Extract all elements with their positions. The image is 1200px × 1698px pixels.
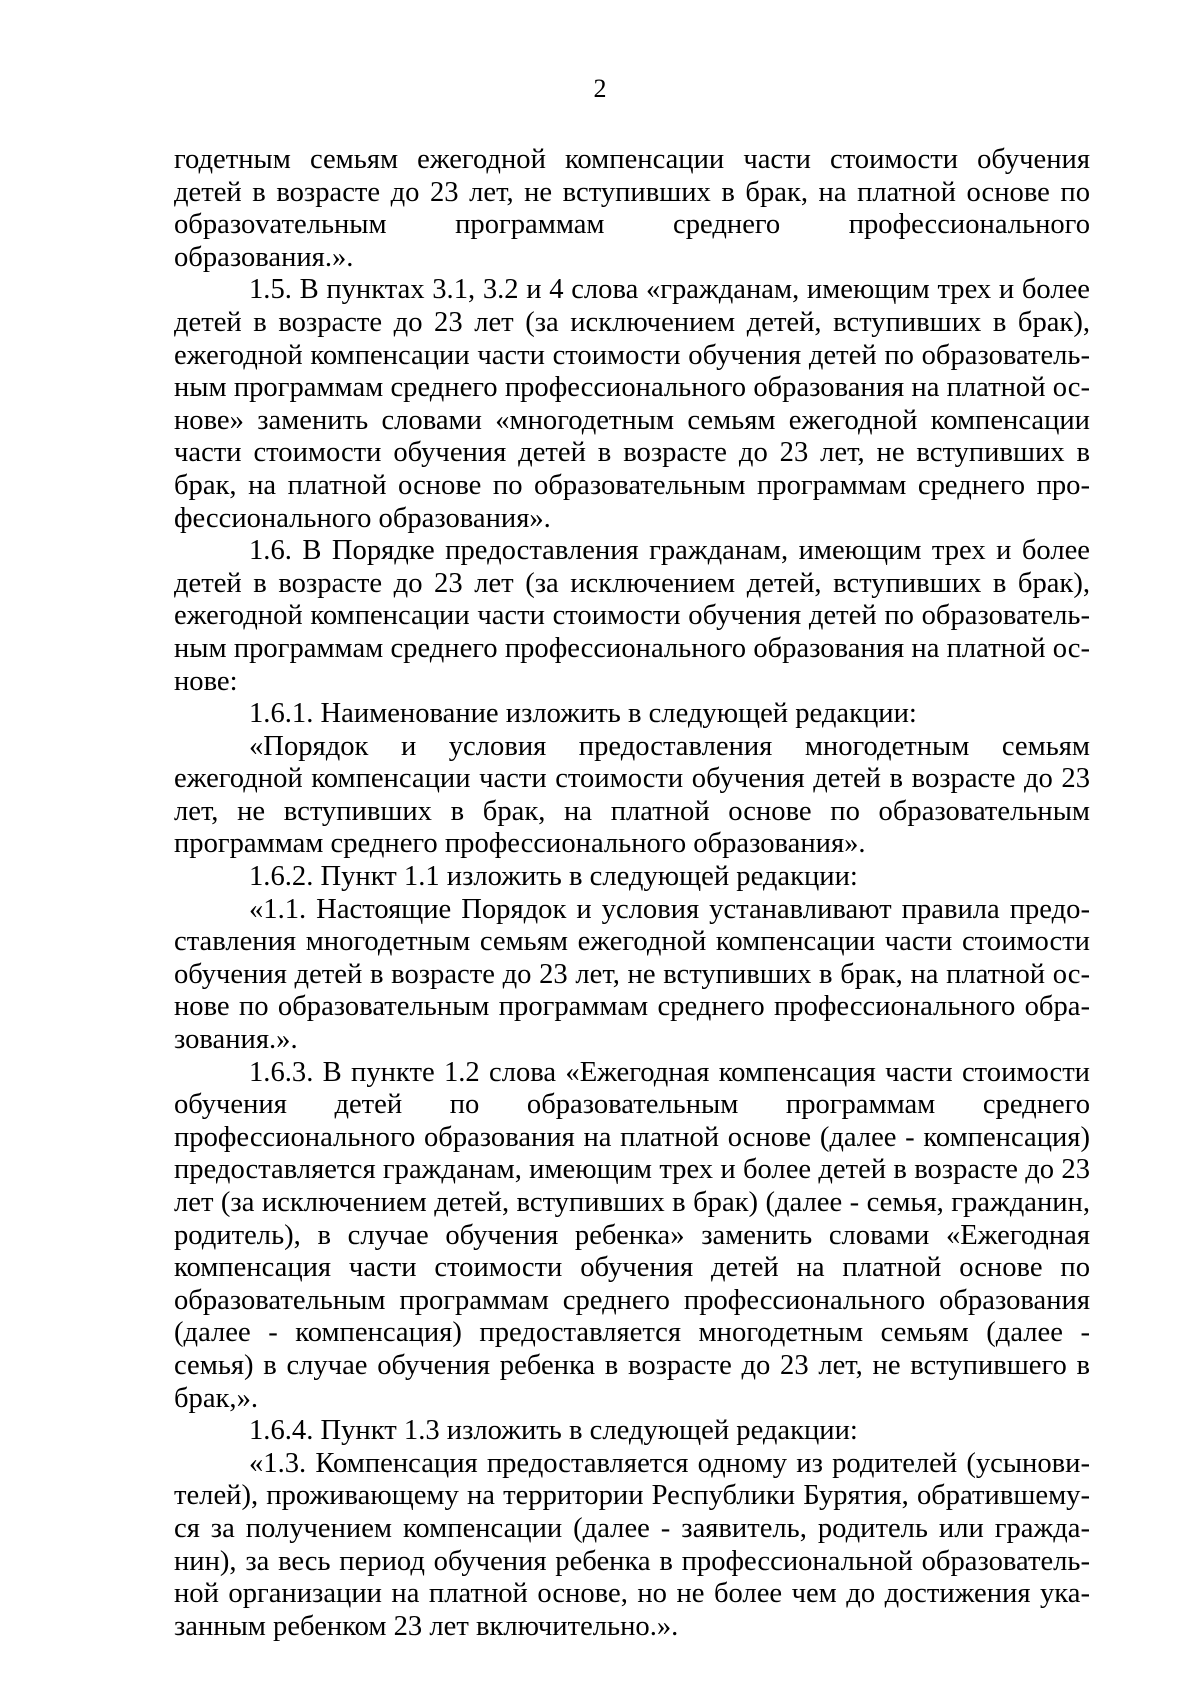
paragraph-1-6: 1.6. В Порядке предоставления гражданам, имеющим трех и более детей в возрасте до 23 лет (за исключением детей, вступивших в брак), ежегодной компенсации части стоимости обучения детей по образовательным программам среднего профессионального образования на платной основе: <box>174 535 1090 697</box>
page-number: 2 <box>593 74 607 103</box>
paragraph-quote-1-1: «1.1. Настоящие Порядок и условия устанавливают правила предоставления многодетным семьям ежегодной компенсации части стоимости обучения детей в возрасте до 23 лет, не вступивших в брак, на платной основе по образовательным программам среднего профессионального образования.». <box>174 893 1090 1056</box>
paragraph-1-6-1: 1.6.1. Наименование изложить в следующей редакции: <box>249 698 917 730</box>
paragraph-quote-title: «Порядок и условия предоставления многодетным семьям ежегодной компенсации части стоимости обучения детей в возрасте до 23 лет, не вступивших в брак, на платной основе по образовательным программам среднего профессионального образования». <box>174 730 1090 860</box>
paragraph-quote-1-3: «1.3. Компенсация предоставляется одному из родителей (усыновителей), проживающему на территории Республики Бурятия, обратившемуся за получением компенсации (далее - заявитель, родитель или гражданин), за весь период обучения ребенка в профессиональной образовательной организации на платной основе, но не более чем до достижения указанным ребенком 23 лет включительно.». <box>174 1447 1090 1642</box>
paragraph-1-5: 1.5. В пунктах 3.1, 3.2 и 4 слова «гражданам, имеющим трех и более детей в возрасте до 23 лет (за исключением детей, вступивших в брак), ежегодной компенсации части стоимости обучения детей по образовательным программам среднего профессионального образования на платной основе» заменить словами «многодетным семьям ежегодной компенсации части стоимости обучения детей в возрасте до 23 лет, не вступивших в брак, на платной основе по образовательным программам среднего профессионального образования». <box>174 274 1090 534</box>
paragraph-1-6-3: 1.6.3. В пункте 1.2 слова «Ежегодная компенсация части стоимости обучения детей по образовательным программам среднего профессионального образования на платной основе (далее - компенсация) предоставляется гражданам, имеющим трех и более детей в возрасте до 23 лет (за исключением детей, вступивших в брак) (далее - семья, гражданин, родитель), в случае обучения ребенка» заменить словами «Ежегодная компенсация части стоимости обучения детей на платной основе по образовательным программам среднего профессионального образования (далее - компенсация) предоставляется многодетным семьям (далее - семья) в случае обучения ребенка в возрасте до 23 лет, не вступившего в брак,». <box>174 1056 1090 1414</box>
document-body <box>174 144 1090 1643</box>
paragraph-continuation: годетным семьям ежегодной компенсации части стоимости обучения детей в возрасте до 23 лет, не вступивших в брак, на платной основе по образоvательным программам среднего профессионального образования.». <box>174 144 1090 273</box>
paragraph-1-6-2: 1.6.2. Пункт 1.1 изложить в следующей редакции: <box>249 861 858 893</box>
paragraph-1-6-4: 1.6.4. Пункт 1.3 изложить в следующей редакции: <box>249 1415 858 1447</box>
